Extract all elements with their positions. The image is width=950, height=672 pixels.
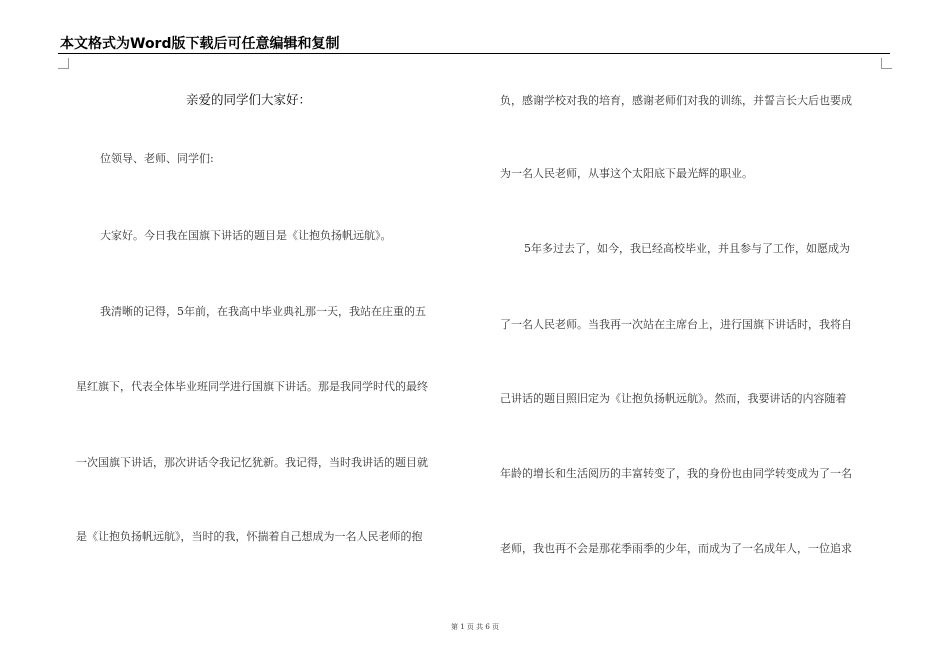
greeting-title: 亲爱的同学们大家好： xyxy=(186,92,312,107)
paragraph-line: 大家好。今日我在国旗下讲话的题目是《让抱负扬帆远航》。 xyxy=(100,229,392,242)
paragraph-line: 为一名人民老师，从事这个太阳底下最光辉的职业。 xyxy=(500,167,753,180)
document-header xyxy=(58,31,890,54)
paragraph-line: 负，感谢学校对我的培育，感谢老师们对我的训练，并誓言长大后也要成 xyxy=(500,94,852,107)
header-notice: 本文格式为Word版下载后可任意编辑和复制 xyxy=(60,36,340,52)
paragraph-line: 己讲话的题目照旧定为《让抱负扬帆远航》。然而，我要讲话的内容随着 xyxy=(500,392,847,405)
paragraph-line: 年龄的增长和生活阅历的丰富转变了，我的身份也由同学转变成为了一名 xyxy=(500,467,852,480)
paragraph-line: 是《让抱负扬帆远航》，当时的我，怀揣着自己想成为一名人民老师的抱 xyxy=(76,530,423,543)
paragraph-line: 了一名人民老师。当我再一次站在主席台上，进行国旗下讲话时，我将自 xyxy=(500,318,852,331)
paragraph-line: 位领导、老师、同学们: xyxy=(100,152,214,165)
paragraph-line: 5年多过去了，如今，我已经高校毕业，并且参与了工作，如愿成为 xyxy=(524,242,850,255)
paragraph-line: 老师，我也再不会是那花季雨季的少年，而成为了一名成年人，一位追求 xyxy=(500,542,852,555)
crop-mark-top-right xyxy=(881,58,892,69)
paragraph-line: 一次国旗下讲话，那次讲话令我记忆犹新。我记得，当时我讲话的题目就 xyxy=(76,456,428,469)
crop-mark-top-left xyxy=(58,58,69,69)
page-number: 第 1 页 共 6 页 xyxy=(450,623,500,631)
paragraph-line: 我清晰的记得，5年前，在我高中毕业典礼那一天，我站在庄重的五 xyxy=(100,305,426,318)
paragraph-line: 星红旗下，代表全体毕业班同学进行国旗下讲话。那是我同学时代的最终 xyxy=(76,380,428,393)
